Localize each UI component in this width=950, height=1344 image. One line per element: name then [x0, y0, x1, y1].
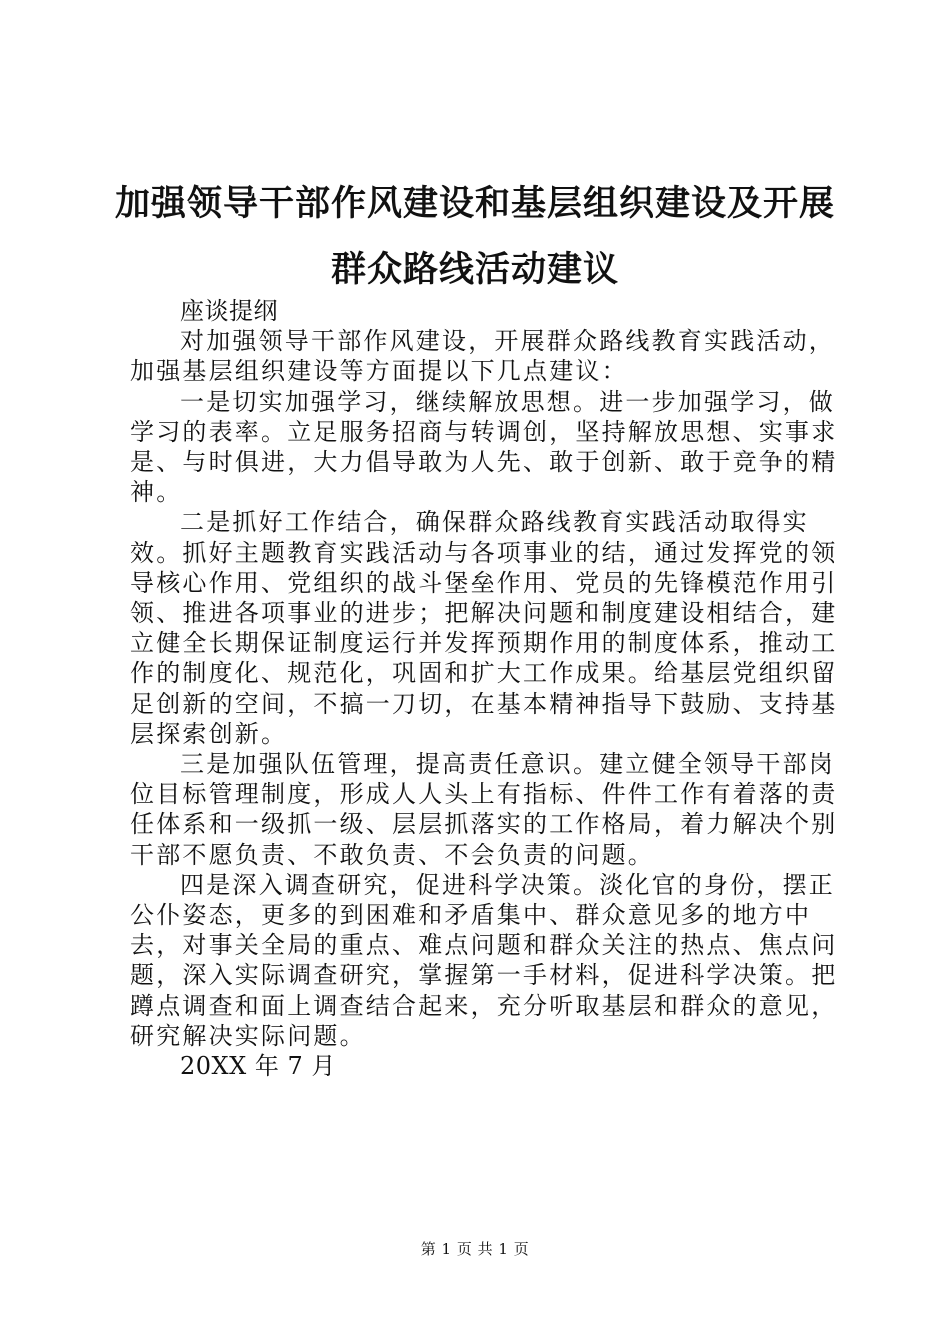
suggestion-four-paragraph: 四是深入调查研究，促进科学决策。淡化官的身份，摆正公仆姿态，更多的到困难和矛盾集中、群众意见多的地方中去，对事关全局的重点、难点问题和群众关注的热点、焦点问题，深入实际调查研究，掌握第一手材料，促进科学决策。把蹲点调查和面上调查结合起来，充分听取基层和群众的意见，研究解决实际问题。 [130, 870, 838, 1050]
document-title-line-2: 群众路线活动建议 [330, 249, 619, 290]
intro-paragraph: 对加强领导干部作风建设，开展群众路线教育实践活动，加强基层组织建设等方面提以下几点建议： [130, 327, 835, 386]
subtitle-paragraph: 座谈提纲 [180, 297, 278, 325]
document-date: 20XX 年 7 月 [180, 1052, 336, 1081]
suggestion-two-paragraph: 二是抓好工作结合，确保群众路线教育实践活动取得实效。抓好主题教育实践活动与各项事业的结，通过发挥党的领导核心作用、党组织的战斗堡垒作用、党员的先锋模范作用引领、推进各项事业的进步；把解决问题和制度建设相结合，建立健全长期保证制度运行并发挥预期作用的制度体系，推动工作的制度化、规范化，巩固和扩大工作成果。给基层党组织留足创新的空间，不搞一刀切，在基本精神指导下鼓励、支持基层探索创新。 [130, 508, 838, 748]
suggestion-one-paragraph: 一是切实加强学习，继续解放思想。进一步加强学习，做学习的表率。立足服务招商与转调创，坚持解放思想、实事求是、与时俱进，大力倡导敢为人先、敢于创新、敢于竞争的精神。 [130, 387, 838, 507]
document-title-line-1: 加强领导干部作风建设和基层组织建设及开展 [114, 183, 835, 224]
suggestion-three-paragraph: 三是加强队伍管理，提高责任意识。建立健全领导干部岗位目标管理制度，形成人人头上有指标、件件工作有着落的责任体系和一级抓一级、层层抓落实的工作格局，着力解决个别干部不愿负责、不敢负责、不会负责的问题。 [130, 750, 838, 869]
document-body [130, 296, 840, 1081]
page-footer: 第 1 页 共 1 页 [420, 1240, 530, 1258]
